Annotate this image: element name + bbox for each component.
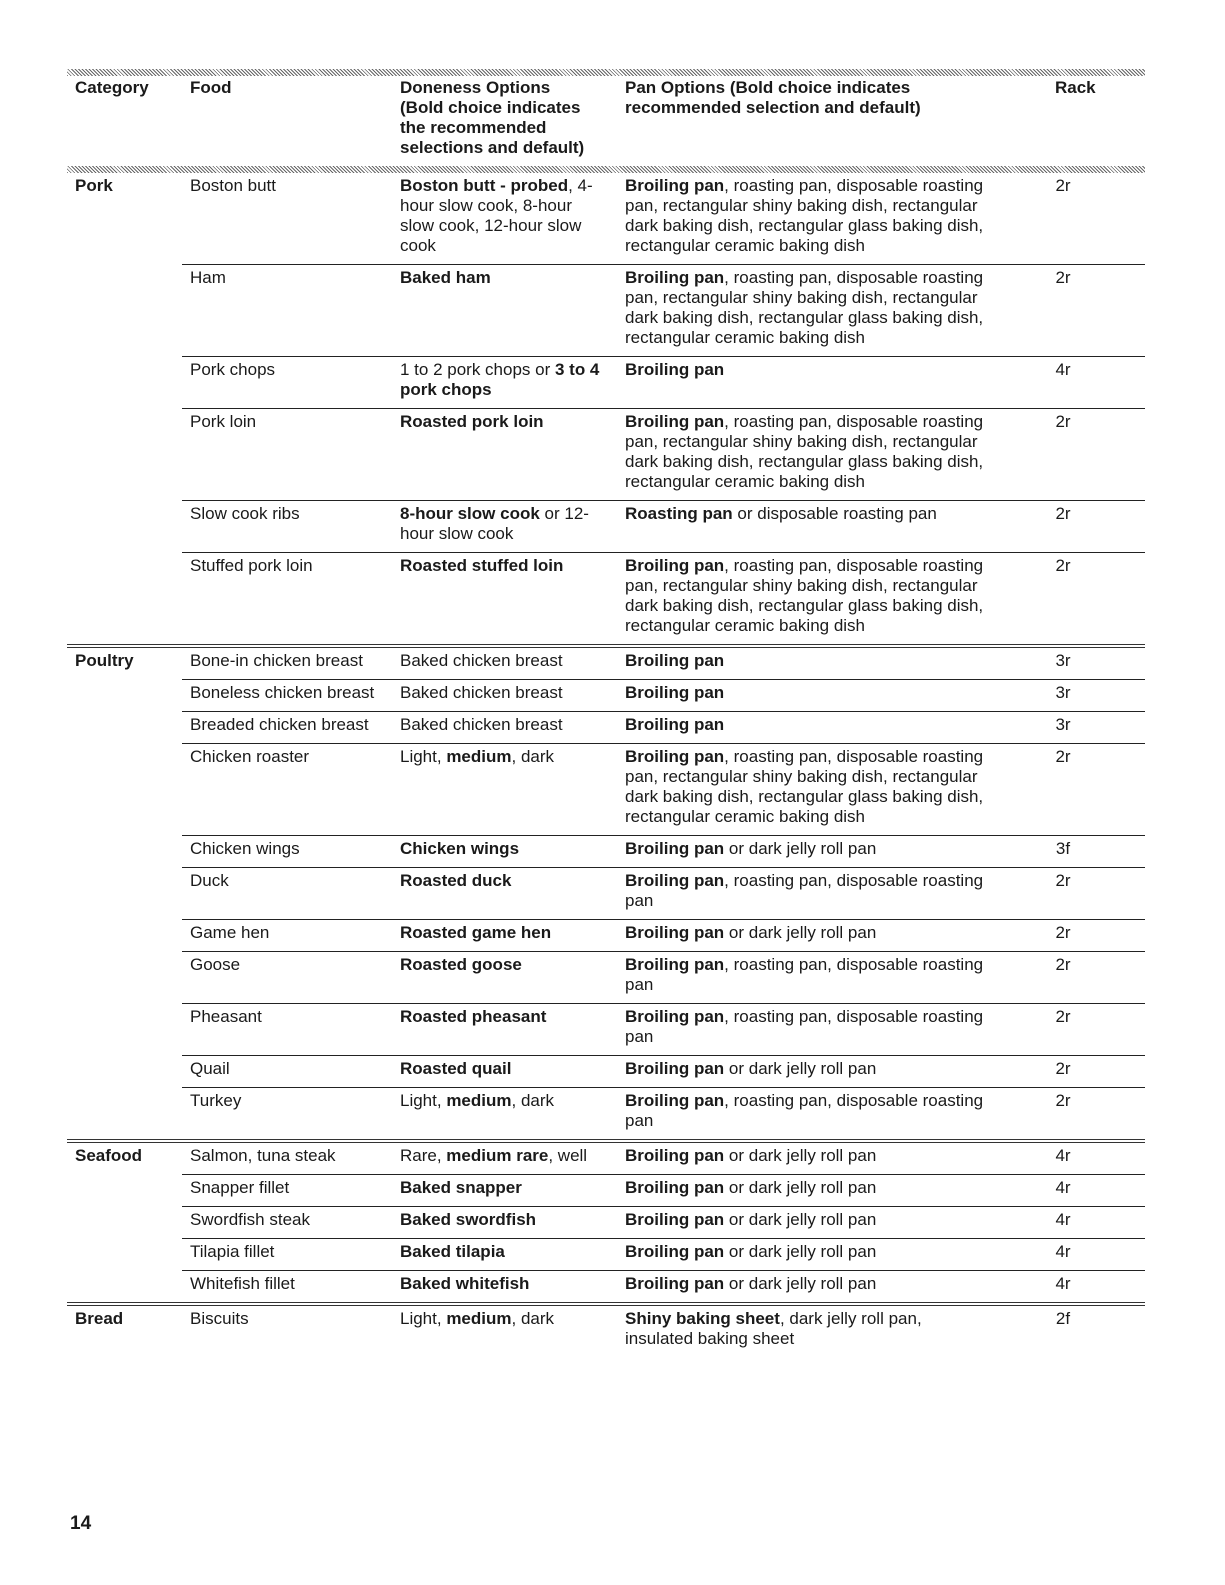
cell-category (67, 265, 182, 357)
cell-pan (617, 680, 1055, 712)
option-text: Baked chicken breast (400, 651, 563, 670)
bold-option: Baked whitefish (400, 1274, 530, 1293)
cell-rack (1055, 1141, 1145, 1175)
cell-pan (617, 920, 1055, 952)
cell-doneness (392, 712, 617, 744)
bold-option: medium (446, 1309, 512, 1328)
option-text: , roasting pan, disposable roasting pan, rectangular shiny baking dish, rectangular dark baking dish, rectangular glass baking dish, rectangular ceramic baking dish (625, 747, 984, 826)
cell-category (67, 920, 182, 952)
option-text: Rare, (400, 1146, 447, 1165)
cell-rack (1055, 1088, 1145, 1142)
table-row (67, 1304, 1145, 1357)
cell-doneness (392, 501, 617, 553)
cell-pan (617, 265, 1055, 357)
rack-position: 3r (1055, 683, 1071, 702)
cell-doneness (392, 173, 617, 265)
bold-option: Broiling pan (625, 412, 725, 431)
cell-pan (617, 868, 1055, 920)
table-row (67, 501, 1145, 553)
option-text: or dark jelly roll pan (724, 1146, 877, 1165)
bold-option: Broiling pan (625, 360, 725, 379)
rack-position: 2r (1055, 923, 1071, 942)
table-row (67, 1239, 1145, 1271)
rack-position: 4r (1055, 360, 1071, 379)
cell-category (67, 501, 182, 553)
bold-option: Broiling pan (625, 1091, 725, 1110)
cell-food: Pheasant (182, 1004, 392, 1056)
cell-doneness (392, 868, 617, 920)
cell-doneness (392, 836, 617, 868)
rack-position: 2r (1055, 871, 1071, 890)
table-row (67, 1271, 1145, 1305)
bold-option: Broiling pan (625, 1274, 725, 1293)
cell-pan (617, 1207, 1055, 1239)
cell-pan (617, 357, 1055, 409)
option-text: , well (548, 1146, 588, 1165)
rack-position: 3f (1055, 839, 1071, 858)
cell-doneness (392, 409, 617, 501)
rack-position: 2r (1055, 268, 1071, 287)
header-top-rule (67, 69, 1145, 76)
table-row (67, 357, 1145, 409)
cell-food: Chicken wings (182, 836, 392, 868)
cell-food: Quail (182, 1056, 392, 1088)
option-text: , roasting pan, disposable roasting pan (625, 955, 984, 994)
bold-option: Broiling pan (625, 1242, 725, 1261)
cell-pan (617, 836, 1055, 868)
bold-option: Broiling pan (625, 1059, 725, 1078)
rack-position: 2r (1055, 747, 1071, 766)
cell-doneness (392, 1207, 617, 1239)
rack-position: 2r (1055, 176, 1071, 195)
option-text: , roasting pan, disposable roasting pan (625, 1091, 984, 1130)
table-row (67, 1207, 1145, 1239)
cell-rack (1055, 920, 1145, 952)
table-row (67, 744, 1145, 836)
bold-option: medium (446, 1091, 512, 1110)
cell-pan (617, 1304, 1055, 1357)
cell-pan (617, 501, 1055, 553)
option-text: or dark jelly roll pan (724, 923, 877, 942)
table-row (67, 836, 1145, 868)
option-text: or dark jelly roll pan (724, 1178, 877, 1197)
cell-category: Seafood (67, 1141, 182, 1175)
cell-doneness (392, 1175, 617, 1207)
bold-option: Broiling pan (625, 747, 725, 766)
cell-rack (1055, 1239, 1145, 1271)
option-text: or dark jelly roll pan (724, 839, 877, 858)
option-text: , roasting pan, disposable roasting pan, rectangular shiny baking dish, rectangular dark baking dish, rectangular glass baking dish, rectangular ceramic baking dish (625, 268, 984, 347)
bold-option: Roasted duck (400, 871, 512, 890)
header-bottom-rule (67, 166, 1145, 173)
cell-category: Pork (75, 176, 113, 195)
bold-option: Baked swordfish (400, 1210, 537, 1229)
option-text: or disposable roasting pan (732, 504, 937, 523)
bold-option: Roasted stuffed loin (400, 556, 564, 575)
cell-doneness (392, 265, 617, 357)
cooking-table (67, 76, 1145, 166)
cell-category (67, 712, 182, 744)
rack-position: 3r (1055, 651, 1071, 670)
table-header (67, 76, 1145, 166)
cell-doneness (392, 1004, 617, 1056)
cell-rack (1055, 868, 1145, 920)
cell-food: Salmon, tuna steak (182, 1141, 392, 1175)
rack-position: 2r (1055, 504, 1071, 523)
cell-pan (617, 1175, 1055, 1207)
table-row (67, 952, 1145, 1004)
cell-rack (1055, 1056, 1145, 1088)
cell-pan (617, 1056, 1055, 1088)
table-body (67, 173, 1145, 1357)
rack-position: 4r (1055, 1146, 1071, 1165)
option-text: Baked chicken breast (400, 683, 563, 702)
bold-option: Roasting pan (625, 504, 733, 523)
cell-category (67, 868, 182, 920)
bold-option: Broiling pan (625, 955, 725, 974)
header-pan: Pan Options (Bold choice indicates recommended selection and default) (625, 78, 921, 117)
table-row (67, 553, 1145, 647)
rack-position: 3r (1055, 715, 1071, 734)
option-text: , dark (511, 1309, 555, 1328)
rack-position: 4r (1055, 1210, 1071, 1229)
bold-option: Roasted game hen (400, 923, 552, 942)
option-text: , roasting pan, disposable roasting pan, rectangular shiny baking dish, rectangular dark baking dish, rectangular glass baking dish, rectangular ceramic baking dish (625, 412, 984, 491)
cell-doneness (392, 680, 617, 712)
cell-food: Pork chops (182, 357, 392, 409)
option-text: 1 to 2 pork chops or (400, 360, 555, 379)
cell-doneness (392, 646, 617, 680)
cell-rack (1055, 265, 1145, 357)
cell-category (67, 952, 182, 1004)
cell-category (67, 836, 182, 868)
cell-pan (617, 1239, 1055, 1271)
cell-food: Goose (182, 952, 392, 1004)
cell-rack (1055, 553, 1145, 647)
bold-option: Baked ham (400, 268, 491, 287)
cell-category (67, 1271, 182, 1305)
cell-rack (1055, 680, 1145, 712)
option-text: or dark jelly roll pan (724, 1059, 877, 1078)
cell-food: Ham (182, 265, 392, 357)
option-text: , roasting pan, disposable roasting pan, rectangular shiny baking dish, rectangular dark baking dish, rectangular glass baking dish, rectangular ceramic baking dish (625, 176, 984, 255)
table-row (67, 409, 1145, 501)
cell-food: Swordfish steak (182, 1207, 392, 1239)
cell-rack (1055, 1004, 1145, 1056)
cell-food: Pork loin (182, 409, 392, 501)
cell-pan (617, 744, 1055, 836)
table-row (67, 920, 1145, 952)
option-text: , dark (511, 747, 555, 766)
cell-category (67, 1207, 182, 1239)
option-text: or 12-hour slow cook (400, 504, 589, 543)
cell-pan (617, 712, 1055, 744)
rack-position: 2r (1055, 556, 1071, 575)
bold-option: 3 to 4 pork chops (400, 360, 600, 399)
bold-option: Broiling pan (625, 923, 725, 942)
cell-food: Tilapia fillet (182, 1239, 392, 1271)
option-text: Light, (400, 1309, 447, 1328)
cell-food: Snapper fillet (182, 1175, 392, 1207)
cell-doneness (392, 1141, 617, 1175)
cell-pan (617, 1004, 1055, 1056)
cell-category (67, 680, 182, 712)
table-row (67, 1175, 1145, 1207)
cell-pan (617, 1141, 1055, 1175)
rack-position: 4r (1055, 1274, 1071, 1293)
cell-food: Boneless chicken breast (182, 680, 392, 712)
cell-category: Bread (67, 1304, 182, 1357)
cell-pan (617, 409, 1055, 501)
header-category: Category (75, 78, 149, 97)
bold-option: Broiling pan (625, 556, 725, 575)
page-number: 14 (70, 1513, 92, 1534)
option-text: or dark jelly roll pan (724, 1274, 877, 1293)
option-text: Light, (400, 1091, 447, 1110)
cell-rack (1055, 952, 1145, 1004)
table-row (67, 868, 1145, 920)
bold-option: Shiny baking sheet (625, 1309, 780, 1328)
rack-position: 2r (1055, 1091, 1071, 1110)
bold-option: Broiling pan (625, 1007, 725, 1026)
cell-food: Bone-in chicken breast (182, 646, 392, 680)
cell-pan (617, 952, 1055, 1004)
rack-position: 2r (1055, 1059, 1071, 1078)
cell-food: Whitefish fillet (182, 1271, 392, 1305)
cell-doneness (392, 1056, 617, 1088)
cell-rack (1055, 1271, 1145, 1305)
option-text: , dark jelly roll pan, insulated baking sheet (625, 1309, 922, 1348)
bold-option: Broiling pan (625, 651, 725, 670)
cell-rack (1055, 712, 1145, 744)
cell-doneness (392, 1304, 617, 1357)
cell-food: Game hen (182, 920, 392, 952)
cell-food: Duck (182, 868, 392, 920)
rack-position: 2r (1055, 412, 1071, 431)
cell-food: Slow cook ribs (182, 501, 392, 553)
option-text: , 4-hour slow cook, 8-hour slow cook, 12-hour slow cook (400, 176, 593, 255)
table-row (67, 1056, 1145, 1088)
cell-pan (617, 1088, 1055, 1142)
rack-position: 2f (1055, 1309, 1071, 1328)
table-row (67, 1004, 1145, 1056)
bold-option: 8-hour slow cook (400, 504, 540, 523)
bold-option: Roasted quail (400, 1059, 512, 1078)
bold-option: Roasted pheasant (400, 1007, 547, 1026)
cell-pan (617, 173, 1055, 265)
bold-option: Broiling pan (625, 268, 725, 287)
bold-option: Broiling pan (625, 715, 725, 734)
cell-food: Turkey (182, 1088, 392, 1142)
cell-rack (1055, 1304, 1145, 1357)
bold-option: Roasted goose (400, 955, 522, 974)
cell-food: Chicken roaster (182, 744, 392, 836)
table-row (67, 1141, 1145, 1175)
cell-food: Boston butt (190, 176, 277, 195)
rack-position: 2r (1055, 955, 1071, 974)
cell-rack (1055, 744, 1145, 836)
bold-option: Broiling pan (625, 683, 725, 702)
bold-option: Broiling pan (625, 839, 725, 858)
table-row (67, 265, 1145, 357)
option-text: Light, (400, 747, 447, 766)
table-row (67, 1088, 1145, 1142)
cell-doneness (392, 357, 617, 409)
bold-option: Baked tilapia (400, 1242, 505, 1261)
cell-category (67, 1175, 182, 1207)
bold-option: medium rare (446, 1146, 549, 1165)
cell-pan (617, 1271, 1055, 1305)
bold-option: Broiling pan (625, 176, 725, 195)
cell-food: Biscuits (182, 1304, 392, 1357)
cell-category (67, 1239, 182, 1271)
cell-food: Stuffed pork loin (182, 553, 392, 647)
option-text: , roasting pan, disposable roasting pan (625, 871, 984, 910)
cooking-guide-table (67, 69, 1145, 1357)
rack-position: 4r (1055, 1178, 1071, 1197)
header-food: Food (190, 78, 232, 97)
option-text: or dark jelly roll pan (724, 1210, 877, 1229)
option-text: , dark (511, 1091, 555, 1110)
cell-pan (617, 646, 1055, 680)
table-row (67, 712, 1145, 744)
bold-option: medium (446, 747, 512, 766)
cell-doneness (392, 1239, 617, 1271)
cell-doneness (392, 920, 617, 952)
cell-category (67, 744, 182, 836)
cell-category (67, 1004, 182, 1056)
bold-option: Baked snapper (400, 1178, 522, 1197)
cell-category (67, 553, 182, 647)
bold-option: Chicken wings (400, 839, 520, 858)
table-row (67, 680, 1145, 712)
cell-category: Poultry (67, 646, 182, 680)
cell-doneness (392, 952, 617, 1004)
table-row (67, 173, 1145, 265)
cell-rack (1055, 836, 1145, 868)
option-text: , roasting pan, disposable roasting pan (625, 1007, 984, 1046)
option-text: Baked chicken breast (400, 715, 563, 734)
cell-rack (1055, 357, 1145, 409)
cell-food: Breaded chicken breast (182, 712, 392, 744)
table-row (67, 646, 1145, 680)
cell-doneness (392, 744, 617, 836)
option-text: , roasting pan, disposable roasting pan, rectangular shiny baking dish, rectangular dark baking dish, rectangular glass baking dish, rectangular ceramic baking dish (625, 556, 984, 635)
cell-rack (1055, 1207, 1145, 1239)
cell-rack (1055, 646, 1145, 680)
cell-rack (1055, 1175, 1145, 1207)
cell-doneness (392, 553, 617, 647)
rack-position: 4r (1055, 1242, 1071, 1261)
cell-doneness (392, 1088, 617, 1142)
header-rack: Rack (1055, 78, 1096, 97)
bold-option: Broiling pan (625, 1210, 725, 1229)
cell-category (67, 357, 182, 409)
cell-category (67, 1088, 182, 1142)
cell-category (67, 1056, 182, 1088)
bold-option: Broiling pan (625, 871, 725, 890)
cell-doneness (392, 1271, 617, 1305)
cell-rack (1055, 173, 1145, 265)
bold-option: Broiling pan (625, 1178, 725, 1197)
cell-pan (617, 553, 1055, 647)
header-doneness: Doneness Options (Bold choice indicates the recommended selections and default) (400, 78, 585, 157)
cell-rack (1055, 501, 1145, 553)
bold-option: Broiling pan (625, 1146, 725, 1165)
cell-category (67, 409, 182, 501)
option-text: or dark jelly roll pan (724, 1242, 877, 1261)
cell-rack (1055, 409, 1145, 501)
bold-option: Roasted pork loin (400, 412, 544, 431)
bold-option: Boston butt - probed (400, 176, 569, 195)
rack-position: 2r (1055, 1007, 1071, 1026)
